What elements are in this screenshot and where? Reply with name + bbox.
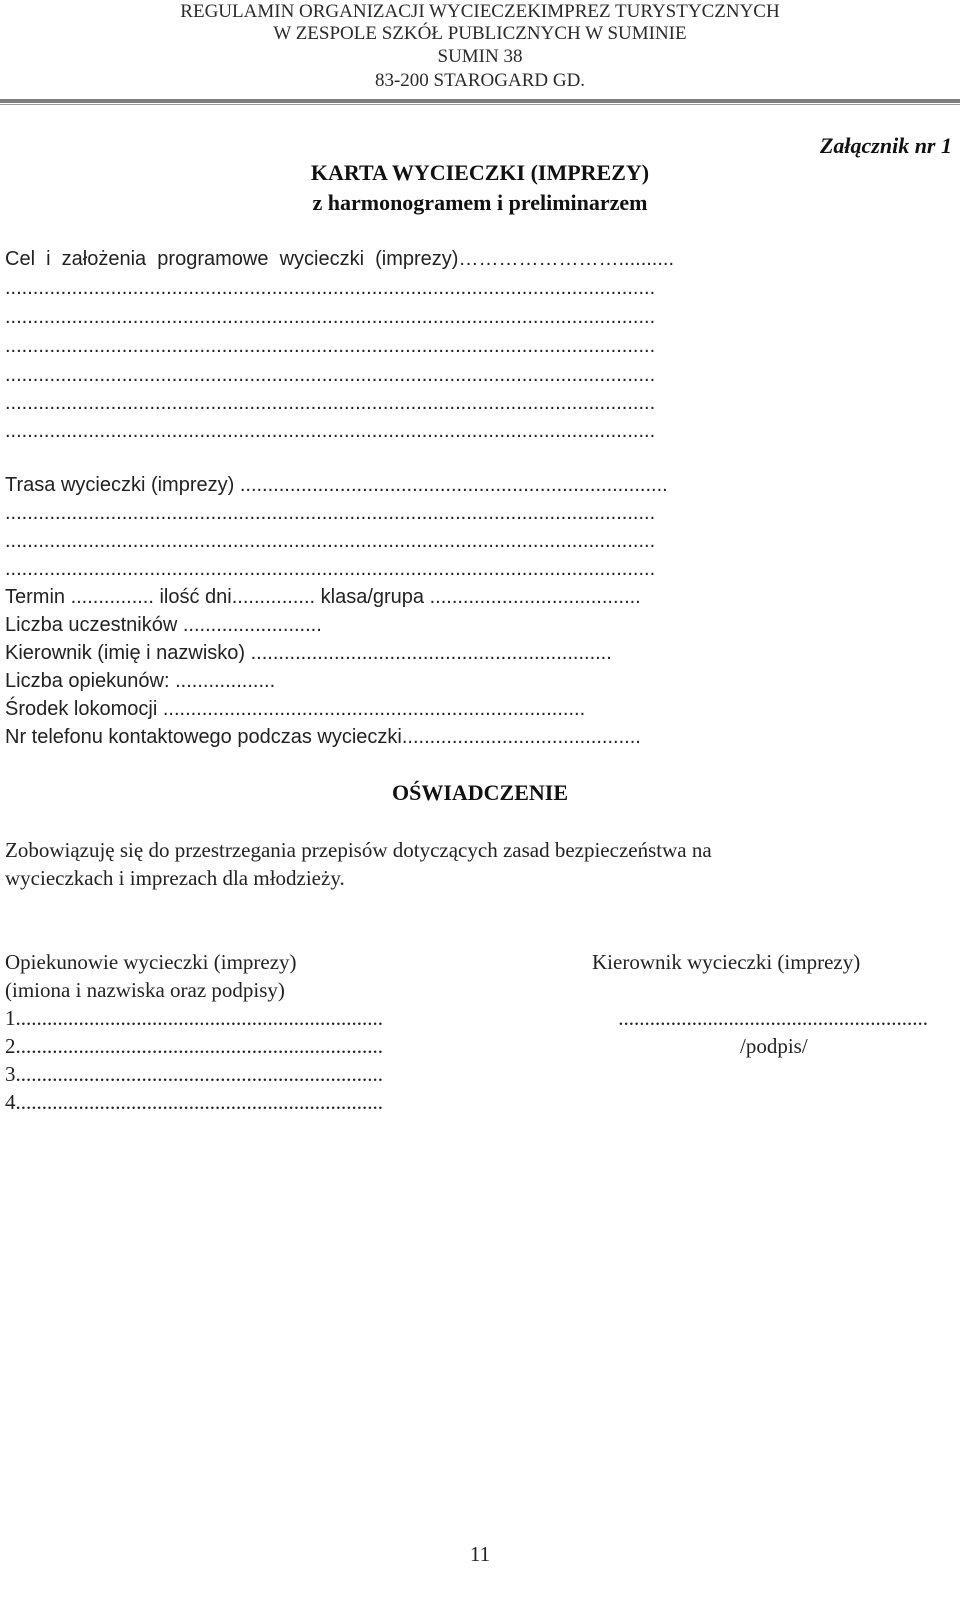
field-kierownik: Kierownik (imię i nazwisko) .................................................................: [5, 642, 612, 664]
declaration-heading: OŚWIADCZENIE: [391, 780, 569, 805]
header-line-3: SUMIN 38: [437, 46, 523, 67]
header-line-4: 83-200 STAROGARD GD.: [374, 70, 586, 91]
declaration-line-1: Zobowiązuję się do przestrzegania przepisów dotyczących zasad bezpieczeństwa na: [5, 838, 712, 862]
declaration-line-2: wycieczkach i imprezach dla młodzieży.: [5, 866, 345, 890]
guardian-line-4: 4......................................................................: [5, 1090, 383, 1114]
field-cel: Cel i założenia programowe wycieczki (imprezy)……………………..........: [5, 248, 675, 270]
dots-line: .....................................................................................................................: [5, 392, 656, 414]
field-nr-telefonu: Nr telefonu kontaktowego podczas wycieczki...........................................: [5, 726, 641, 748]
guardians-title: Opiekunowie wycieczki (imprezy): [5, 950, 297, 974]
header-line-1: REGULAMIN ORGANIZACJI WYCIECZEKIMPREZ TURYSTYCZNYCH: [180, 1, 780, 22]
field-srodek-lokomocji: Środek lokomocji ............................................................................: [5, 698, 586, 720]
guardian-line-1: 1......................................................................: [5, 1006, 383, 1030]
page-subtitle: z harmonogramem i preliminarzem: [312, 190, 648, 215]
leader-title: Kierownik wycieczki (imprezy): [592, 950, 861, 974]
attachment-label: Załącznik nr 1: [819, 133, 952, 158]
dots-line: .....................................................................................................................: [5, 277, 656, 299]
guardians-subtitle: (imiona i nazwiska oraz podpisy): [5, 978, 285, 1002]
guardian-line-3: 3......................................................................: [5, 1062, 383, 1086]
dots-line: .....................................................................................................................: [5, 364, 656, 386]
leader-signature-label: /podpis/: [740, 1034, 808, 1058]
guardian-line-2: 2......................................................................: [5, 1034, 383, 1058]
header-line-2: W ZESPOLE SZKÓŁ PUBLICZNYCH W SUMINIE: [273, 23, 687, 44]
leader-signature-line: ...........................................................: [618, 1006, 928, 1030]
dots-line: .....................................................................................................................: [5, 502, 656, 524]
dots-line: .....................................................................................................................: [5, 558, 656, 580]
dots-line: .....................................................................................................................: [5, 420, 656, 442]
page-number: 11: [469, 1542, 491, 1566]
header-rule-thin: [0, 104, 960, 105]
page-title: KARTA WYCIECZKI (IMPREZY): [310, 160, 650, 185]
dots-line: .....................................................................................................................: [5, 306, 656, 328]
dots-line: .....................................................................................................................: [5, 335, 656, 357]
header-rule: [0, 99, 960, 103]
field-termin: Termin ............... ilość dni............... klasa/grupa ......................................: [5, 586, 641, 608]
field-liczba-opiekunow: Liczba opiekunów: ..................: [5, 670, 276, 692]
field-liczba-uczestnikow: Liczba uczestników .........................: [5, 614, 322, 636]
field-trasa: Trasa wycieczki (imprezy) .............................................................................: [5, 474, 668, 496]
dots-line: .....................................................................................................................: [5, 530, 656, 552]
